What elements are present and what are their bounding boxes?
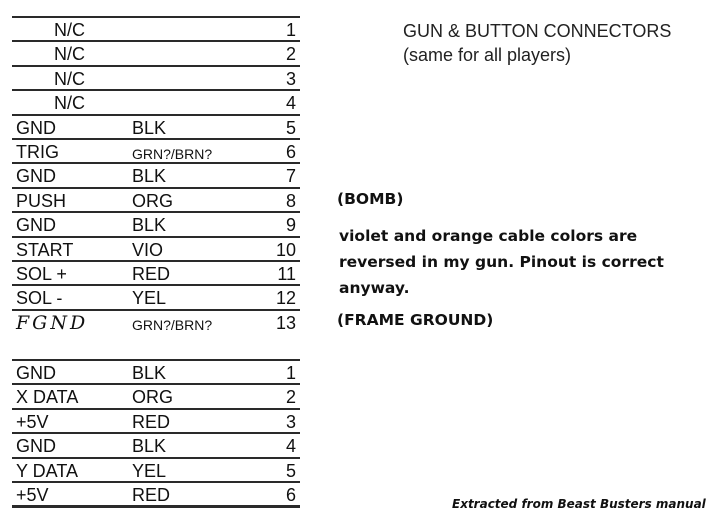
pin-number: 10 <box>275 239 296 260</box>
signal-name: N/C <box>54 44 85 65</box>
signal-name: N/C <box>54 20 85 40</box>
cable-note-line-1: violet and orange cable colors are <box>339 227 638 245</box>
table-row <box>12 236 300 260</box>
wire-color: GRN?/BRN? <box>132 145 213 162</box>
table-row <box>12 114 300 138</box>
page-title <box>403 19 671 67</box>
wire-color: YEL <box>132 288 167 309</box>
table-row <box>12 284 300 308</box>
table-row <box>12 89 300 113</box>
wire-color: BLK <box>132 117 167 138</box>
wire-color: RED <box>132 484 171 505</box>
table-row <box>12 40 300 64</box>
signal-name: SOL - <box>16 288 63 309</box>
pin-number: 12 <box>275 288 296 309</box>
pin-number: 7 <box>285 166 296 187</box>
signal-name: GND <box>16 363 56 383</box>
pin-number: 9 <box>285 215 296 236</box>
table-row <box>12 408 300 432</box>
wire-color: ORG <box>132 387 174 408</box>
table-row <box>12 187 300 211</box>
wire-color: VIO <box>132 239 164 260</box>
signal-name: +5V <box>16 484 49 505</box>
signal-name: N/C <box>54 68 85 89</box>
signal-name: Y DATA <box>16 460 79 481</box>
frame-ground-annotation: (FRAME GROUND) <box>337 311 494 329</box>
wire-color: ORG <box>132 190 174 211</box>
signal-name: +5V <box>16 411 49 432</box>
table-row <box>12 16 300 40</box>
table-row <box>12 162 300 186</box>
cable-note-line-2: reversed in my gun. Pinout is correct <box>339 253 664 271</box>
signal-name: SOL + <box>16 263 67 284</box>
wire-color: BLK <box>132 215 167 236</box>
table-row <box>12 359 300 383</box>
wire-color: BLK <box>132 166 167 187</box>
pin-number: 1 <box>285 20 296 40</box>
table-row <box>12 65 300 89</box>
pin-number: 4 <box>285 436 296 457</box>
table-row <box>12 309 300 333</box>
cable-color-note <box>339 223 664 301</box>
pin-number: 1 <box>285 363 296 383</box>
wire-color: BLK <box>132 363 167 383</box>
pin-number: 4 <box>285 93 296 114</box>
pin-number: 11 <box>277 263 296 284</box>
pin-number: 5 <box>285 460 296 481</box>
pin-number: 5 <box>285 117 296 138</box>
bomb-annotation: (BOMB) <box>337 190 404 208</box>
pin-number: 6 <box>285 141 296 162</box>
pin-number: 2 <box>285 387 296 408</box>
title-line-1: GUN & BUTTON CONNECTORS <box>403 21 672 41</box>
pin-number: 2 <box>285 44 296 65</box>
source-caption: Extracted from Beast Busters manual <box>452 497 706 511</box>
table-row <box>12 211 300 235</box>
signal-name: START <box>16 239 74 260</box>
table-row <box>12 260 300 284</box>
table-row <box>12 481 300 505</box>
signal-name: GND <box>16 436 56 457</box>
gun-data-connector-table <box>12 359 300 508</box>
signal-name: TRIG <box>16 141 59 162</box>
table-row <box>12 138 300 162</box>
title-line-2: (same for all players) <box>403 45 572 65</box>
wire-color: RED <box>132 263 171 284</box>
table-row <box>12 383 300 407</box>
handwritten-signal-name: FGND <box>16 311 89 334</box>
signal-name: X DATA <box>16 387 79 408</box>
signal-name: N/C <box>54 93 85 114</box>
pin-number: 3 <box>285 411 296 432</box>
signal-name: PUSH <box>16 190 67 211</box>
table-row <box>12 432 300 456</box>
signal-name: GND <box>16 215 56 236</box>
signal-name: GND <box>16 166 56 187</box>
cable-note-line-3: anyway. <box>339 279 410 297</box>
signal-name: GND <box>16 117 56 138</box>
pin-number: 8 <box>285 190 296 211</box>
table-row <box>12 457 300 481</box>
gun-button-connector-table <box>12 16 300 333</box>
pin-number: 6 <box>285 484 296 505</box>
wire-color: BLK <box>132 436 167 457</box>
wire-color: YEL <box>132 460 167 481</box>
wire-color: GRN?/BRN? <box>132 316 213 333</box>
pin-number: 13 <box>275 312 296 333</box>
wire-color: RED <box>132 411 171 432</box>
pin-number: 3 <box>285 68 296 89</box>
